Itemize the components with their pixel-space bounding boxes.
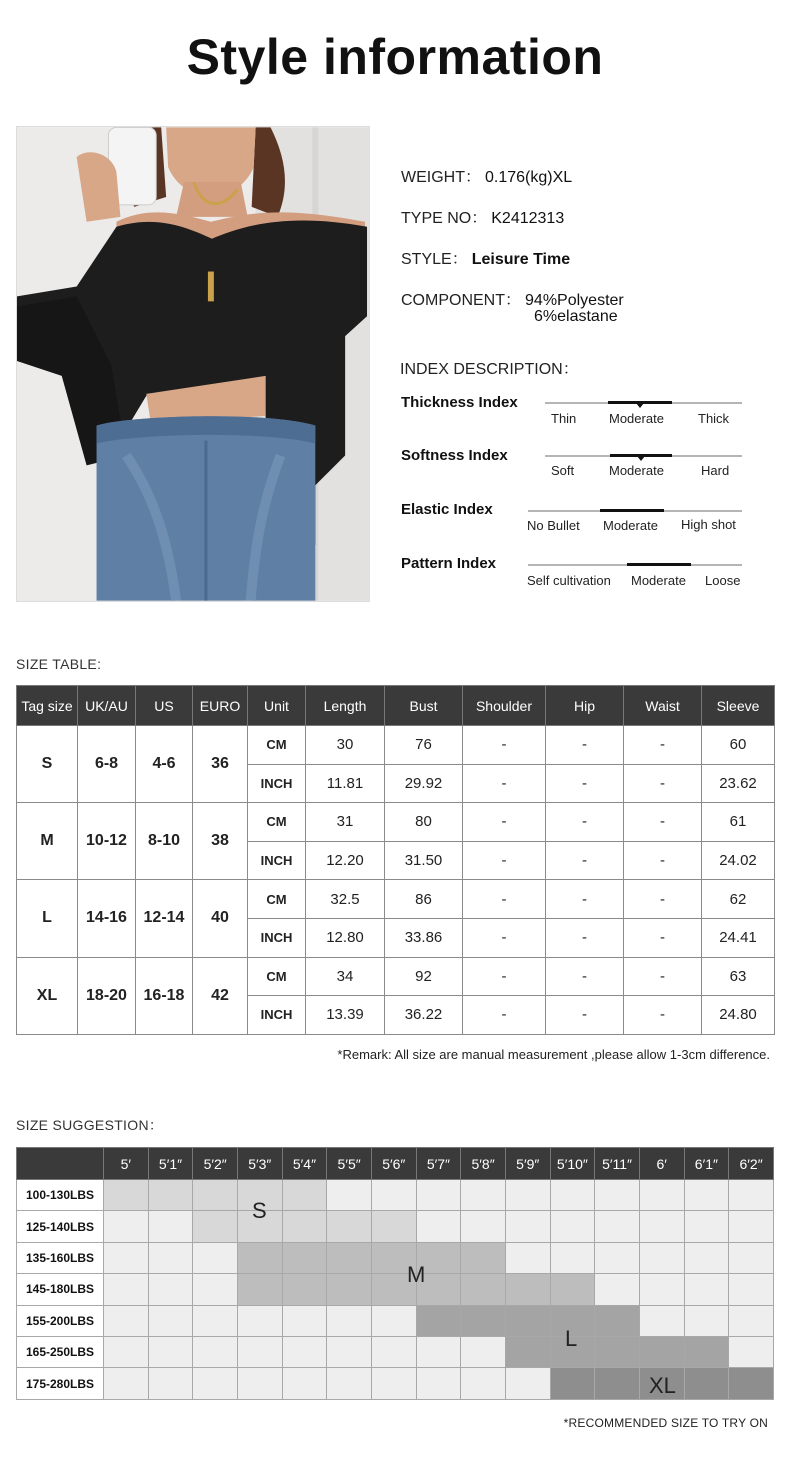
grid-cell <box>416 1180 461 1211</box>
grid-cell <box>461 1305 506 1336</box>
grid-cell <box>237 1368 282 1399</box>
grid-cell <box>505 1274 550 1305</box>
grid-cell <box>371 1305 416 1336</box>
size-us: 16-18 <box>136 957 193 1034</box>
grid-cell <box>237 1242 282 1273</box>
grid-cell <box>729 1305 774 1336</box>
header-unit: Unit <box>248 686 306 726</box>
model-illustration <box>17 127 369 601</box>
length-cell: 11.81 <box>306 764 385 803</box>
hip-cell: - <box>546 880 624 919</box>
grid-cell <box>729 1242 774 1273</box>
grid-cell <box>639 1242 684 1273</box>
grid-cell <box>461 1274 506 1305</box>
grid-cell <box>148 1336 193 1367</box>
unit-cell: CM <box>248 880 306 919</box>
height-header: 5′10″ <box>550 1148 595 1180</box>
size-tag: L <box>17 880 78 957</box>
hip-cell: - <box>546 726 624 765</box>
grid-cell <box>729 1211 774 1242</box>
style-label: STYLE： <box>401 251 468 268</box>
grid-cell <box>595 1368 640 1399</box>
grid-cell <box>550 1180 595 1211</box>
grid-cell <box>595 1211 640 1242</box>
weight-label: 135-160LBS <box>17 1242 104 1273</box>
grid-cell <box>639 1180 684 1211</box>
grid-cell <box>461 1368 506 1399</box>
weight-row <box>17 1274 774 1305</box>
unit-cell: INCH <box>248 841 306 880</box>
weight-row <box>17 1305 774 1336</box>
size-remark: *Remark: All size are manual measurement ,please allow 1-3cm difference. <box>337 1047 770 1062</box>
size-us: 8-10 <box>136 803 193 880</box>
grid-cell <box>327 1336 372 1367</box>
grid-cell <box>729 1336 774 1367</box>
grid-cell <box>639 1305 684 1336</box>
zone-label-xl: XL <box>649 1373 676 1398</box>
size-table <box>16 685 775 1035</box>
grid-cell <box>104 1211 149 1242</box>
grid-cell <box>327 1211 372 1242</box>
pattern-low-label: Self cultivation <box>527 573 611 588</box>
shoulder-cell: - <box>463 726 546 765</box>
softness-mid-label: Moderate <box>609 463 664 478</box>
sleeve-cell: 24.02 <box>702 841 775 880</box>
grid-cell <box>684 1242 729 1273</box>
grid-cell <box>461 1211 506 1242</box>
grid-cell <box>550 1368 595 1399</box>
header-waist: Waist <box>624 686 702 726</box>
unit-cell: INCH <box>248 764 306 803</box>
grid-cell <box>416 1368 461 1399</box>
size-tag: M <box>17 803 78 880</box>
thickness-index-label: Thickness Index <box>401 394 518 411</box>
softness-index-label: Softness Index <box>401 447 508 464</box>
weight-line <box>401 164 572 187</box>
grid-cell <box>461 1242 506 1273</box>
height-header: 5′4″ <box>282 1148 327 1180</box>
elastic-index-label: Elastic Index <box>401 501 493 518</box>
index-heading: INDEX DESCRIPTION： <box>400 361 579 378</box>
grid-cell <box>684 1305 729 1336</box>
height-header: 5′3″ <box>237 1148 282 1180</box>
grid-cell <box>550 1242 595 1273</box>
elastic-mid-label: Moderate <box>603 518 658 533</box>
grid-cell <box>282 1180 327 1211</box>
grid-cell <box>505 1242 550 1273</box>
header-sleeve: Sleeve <box>702 686 775 726</box>
thickness-high-label: Thick <box>698 411 730 426</box>
zone-label-l: L <box>565 1326 578 1351</box>
length-cell: 32.5 <box>306 880 385 919</box>
grid-cell <box>416 1305 461 1336</box>
bust-cell: 86 <box>385 880 463 919</box>
grid-cell <box>282 1274 327 1305</box>
sleeve-cell: 61 <box>702 803 775 842</box>
grid-cell <box>327 1180 372 1211</box>
softness-low-label: Soft <box>551 463 575 478</box>
weight-label: 155-200LBS <box>17 1305 104 1336</box>
size-us: 4-6 <box>136 726 193 803</box>
weight-label: WEIGHT： <box>401 169 481 186</box>
height-header: 6′1″ <box>684 1148 729 1180</box>
hip-cell: - <box>546 957 624 996</box>
hip-cell: - <box>546 996 624 1035</box>
waist-cell: - <box>624 803 702 842</box>
grid-cell <box>104 1274 149 1305</box>
table-row <box>17 880 775 919</box>
grid-cell <box>595 1274 640 1305</box>
shoulder-cell: - <box>463 957 546 996</box>
size-uk: 6-8 <box>78 726 136 803</box>
page-title: Style information <box>186 29 604 85</box>
size-uk: 14-16 <box>78 880 136 957</box>
grid-cell <box>193 1305 238 1336</box>
thickness-pointer-icon <box>636 403 644 408</box>
size-table-label: SIZE TABLE: <box>16 656 102 672</box>
grid-cell <box>282 1368 327 1399</box>
height-header: 5′8″ <box>461 1148 506 1180</box>
height-header: 6′ <box>639 1148 684 1180</box>
length-cell: 31 <box>306 803 385 842</box>
size-euro: 40 <box>193 880 248 957</box>
grid-cell <box>729 1368 774 1399</box>
grid-cell <box>327 1368 372 1399</box>
weight-label: 100-130LBS <box>17 1180 104 1211</box>
grid-cell <box>237 1305 282 1336</box>
style-line <box>401 246 570 269</box>
bust-cell: 76 <box>385 726 463 765</box>
grid-cell <box>371 1368 416 1399</box>
waist-cell: - <box>624 996 702 1035</box>
size-euro: 42 <box>193 957 248 1034</box>
elastic-high-label: High shot <box>681 517 736 532</box>
pattern-mid-label: Moderate <box>631 573 686 588</box>
grid-cell <box>371 1336 416 1367</box>
grid-cell <box>327 1242 372 1273</box>
grid-cell <box>148 1211 193 1242</box>
grid-cell <box>595 1180 640 1211</box>
thickness-low-label: Thin <box>551 411 577 426</box>
grid-cell <box>729 1180 774 1211</box>
grid-cell <box>148 1274 193 1305</box>
grid-cell <box>595 1242 640 1273</box>
header-shoulder: Shoulder <box>463 686 546 726</box>
size-us: 12-14 <box>136 880 193 957</box>
bust-cell: 29.92 <box>385 764 463 803</box>
hip-cell: - <box>546 803 624 842</box>
weight-row <box>17 1211 774 1242</box>
hip-cell: - <box>546 764 624 803</box>
header-us: US <box>136 686 193 726</box>
softness-pointer-icon <box>637 456 645 461</box>
waist-cell: - <box>624 726 702 765</box>
grid-cell <box>193 1180 238 1211</box>
zone-label-m: M <box>407 1262 426 1287</box>
height-header-row <box>17 1148 774 1180</box>
size-uk: 18-20 <box>78 957 136 1034</box>
grid-cell <box>639 1274 684 1305</box>
grid-cell <box>148 1180 193 1211</box>
weight-label: 175-280LBS <box>17 1368 104 1399</box>
grid-cell <box>639 1211 684 1242</box>
recommended-note: *RECOMMENDED SIZE TO TRY ON <box>563 1416 768 1430</box>
waist-cell: - <box>624 918 702 957</box>
sleeve-cell: 63 <box>702 957 775 996</box>
component-label: COMPONENT： <box>401 292 522 309</box>
size-uk: 10-12 <box>78 803 136 880</box>
zone-label-s: S <box>252 1198 267 1223</box>
hip-cell: - <box>546 841 624 880</box>
length-cell: 34 <box>306 957 385 996</box>
unit-cell: CM <box>248 803 306 842</box>
grid-cell <box>684 1274 729 1305</box>
type-label: TYPE NO： <box>401 210 488 227</box>
grid-cell <box>193 1242 238 1273</box>
size-euro: 36 <box>193 726 248 803</box>
grid-cell <box>371 1180 416 1211</box>
grid-cell <box>193 1336 238 1367</box>
softness-high-label: Hard <box>701 463 730 478</box>
height-header: 5′ <box>104 1148 149 1180</box>
grid-cell <box>416 1336 461 1367</box>
grid-cell <box>684 1211 729 1242</box>
size-euro: 38 <box>193 803 248 880</box>
grid-cell <box>505 1211 550 1242</box>
grid-cell <box>639 1336 684 1367</box>
grid-cell <box>104 1336 149 1367</box>
grid-cell <box>282 1242 327 1273</box>
sleeve-cell: 60 <box>702 726 775 765</box>
elastic-low-label: No Bullet <box>527 518 580 533</box>
grid-cell <box>193 1368 238 1399</box>
grid-cell <box>684 1336 729 1367</box>
unit-cell: INCH <box>248 918 306 957</box>
waist-cell: - <box>624 841 702 880</box>
size-suggestion-grid <box>16 1147 774 1400</box>
size-suggestion-label: SIZE SUGGESTION： <box>16 1117 164 1133</box>
grid-cell <box>416 1211 461 1242</box>
height-header: 5′6″ <box>371 1148 416 1180</box>
header-bust: Bust <box>385 686 463 726</box>
weight-label: 125-140LBS <box>17 1211 104 1242</box>
style-value: Leisure Time <box>471 251 571 268</box>
grid-cell <box>461 1336 506 1367</box>
bust-cell: 36.22 <box>385 996 463 1035</box>
component-value-1: 94%Polyester <box>525 292 624 309</box>
grid-cell <box>282 1305 327 1336</box>
size-tag: XL <box>17 957 78 1034</box>
grid-cell <box>505 1368 550 1399</box>
bust-cell: 92 <box>385 957 463 996</box>
type-line <box>401 205 564 228</box>
grid-cell <box>282 1211 327 1242</box>
grid-cell <box>104 1305 149 1336</box>
grid-cell <box>505 1305 550 1336</box>
type-value: K2412313 <box>491 210 565 227</box>
unit-cell: INCH <box>248 996 306 1035</box>
length-cell: 12.20 <box>306 841 385 880</box>
header-hip: Hip <box>546 686 624 726</box>
height-header: 5′2″ <box>193 1148 238 1180</box>
grid-cell <box>327 1274 372 1305</box>
height-header: 6′2″ <box>729 1148 774 1180</box>
shoulder-cell: - <box>463 996 546 1035</box>
component-line <box>401 287 624 310</box>
grid-cell <box>148 1242 193 1273</box>
weight-row <box>17 1242 774 1273</box>
elastic-marker <box>600 509 664 512</box>
sleeve-cell: 62 <box>702 880 775 919</box>
header-euro: EURO <box>193 686 248 726</box>
grid-cell <box>684 1368 729 1399</box>
sleeve-cell: 24.80 <box>702 996 775 1035</box>
pattern-marker <box>627 563 691 566</box>
sleeve-cell: 24.41 <box>702 918 775 957</box>
waist-cell: - <box>624 957 702 996</box>
shoulder-cell: - <box>463 803 546 842</box>
table-row <box>17 957 775 996</box>
height-header: 5′5″ <box>327 1148 372 1180</box>
length-cell: 12.80 <box>306 918 385 957</box>
product-photo <box>16 126 370 602</box>
length-cell: 30 <box>306 726 385 765</box>
grid-cell <box>371 1211 416 1242</box>
grid-cell <box>729 1274 774 1305</box>
grid-cell <box>237 1274 282 1305</box>
length-cell: 13.39 <box>306 996 385 1035</box>
shoulder-cell: - <box>463 918 546 957</box>
unit-cell: CM <box>248 957 306 996</box>
component-value-2: 6%elastane <box>534 308 618 325</box>
grid-cell <box>282 1336 327 1367</box>
waist-cell: - <box>624 764 702 803</box>
waist-cell: - <box>624 880 702 919</box>
grid-cell <box>595 1305 640 1336</box>
grid-cell <box>148 1305 193 1336</box>
weight-value: 0.176(kg)XL <box>485 169 573 186</box>
corner-cell <box>17 1148 104 1180</box>
header-length: Length <box>306 686 385 726</box>
grid-cell <box>684 1180 729 1211</box>
grid-cell <box>148 1368 193 1399</box>
pattern-high-label: Loose <box>705 573 741 588</box>
bust-cell: 31.50 <box>385 841 463 880</box>
bust-cell: 80 <box>385 803 463 842</box>
table-row <box>17 726 775 765</box>
grid-cell <box>550 1211 595 1242</box>
grid-cell <box>104 1180 149 1211</box>
shoulder-cell: - <box>463 880 546 919</box>
weight-row <box>17 1180 774 1211</box>
bust-cell: 33.86 <box>385 918 463 957</box>
grid-cell <box>461 1180 506 1211</box>
grid-cell <box>193 1274 238 1305</box>
grid-cell <box>104 1368 149 1399</box>
header-tag-size: Tag size <box>17 686 78 726</box>
grid-cell <box>505 1180 550 1211</box>
hip-cell: - <box>546 918 624 957</box>
size-tag: S <box>17 726 78 803</box>
weight-label: 145-180LBS <box>17 1274 104 1305</box>
sleeve-cell: 23.62 <box>702 764 775 803</box>
shoulder-cell: - <box>463 764 546 803</box>
grid-cell <box>550 1274 595 1305</box>
header-uk-au: UK/AU <box>78 686 136 726</box>
size-table-header-row <box>17 686 775 726</box>
height-header: 5′11″ <box>595 1148 640 1180</box>
grid-cell <box>237 1336 282 1367</box>
height-header: 5′7″ <box>416 1148 461 1180</box>
shoulder-cell: - <box>463 841 546 880</box>
weight-label: 165-250LBS <box>17 1336 104 1367</box>
grid-cell <box>104 1242 149 1273</box>
height-header: 5′1″ <box>148 1148 193 1180</box>
pattern-index-label: Pattern Index <box>401 555 497 572</box>
unit-cell: CM <box>248 726 306 765</box>
height-header: 5′9″ <box>505 1148 550 1180</box>
grid-cell <box>505 1336 550 1367</box>
table-row <box>17 803 775 842</box>
thickness-mid-label: Moderate <box>609 411 664 426</box>
grid-cell <box>193 1211 238 1242</box>
weight-row <box>17 1336 774 1367</box>
grid-cell <box>595 1336 640 1367</box>
grid-cell <box>327 1305 372 1336</box>
